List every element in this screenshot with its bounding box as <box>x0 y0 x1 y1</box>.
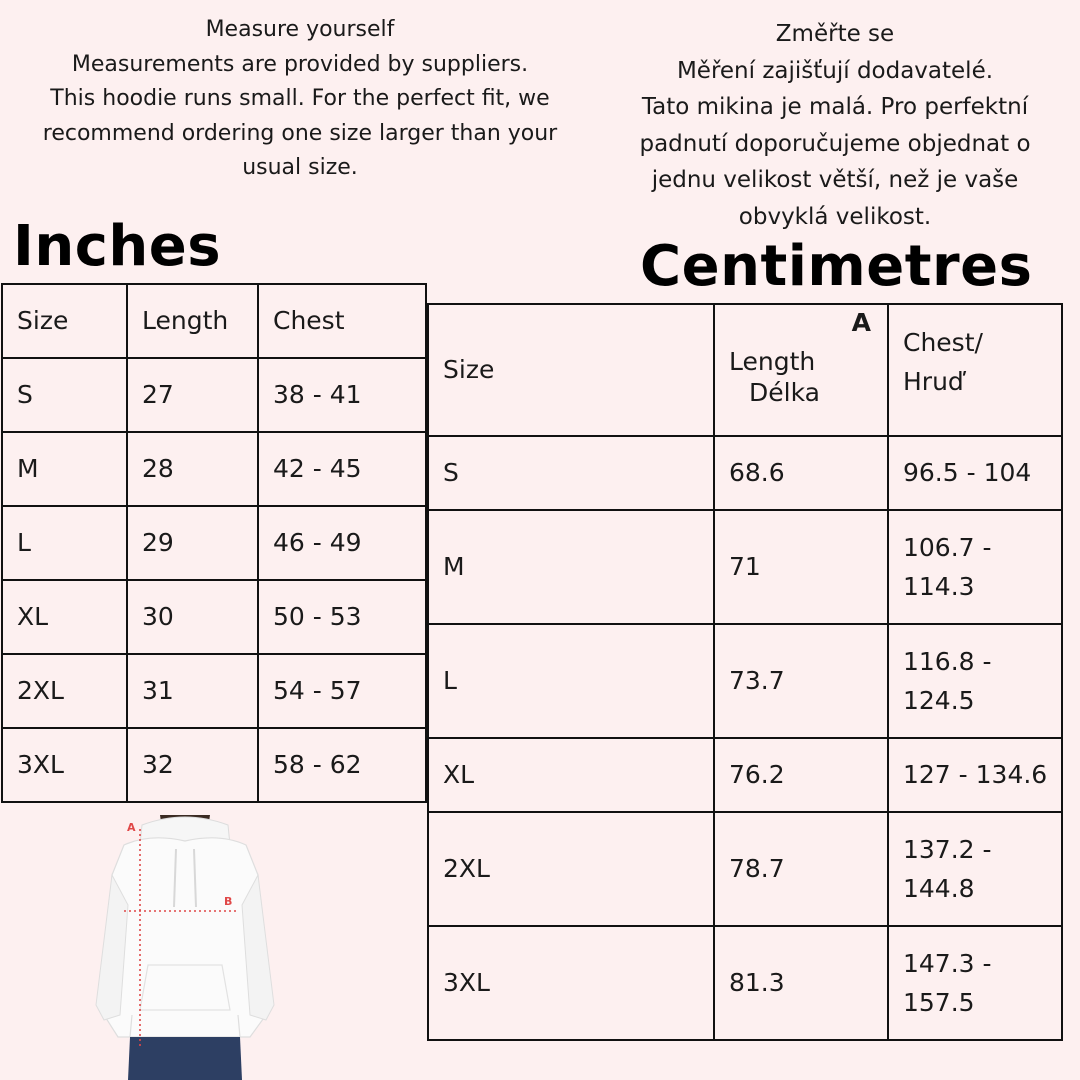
size-cell: M <box>2 432 127 506</box>
table-row <box>428 926 1062 1040</box>
chest-header-cell <box>888 304 1062 436</box>
length-cell: 78.7 <box>714 812 888 926</box>
table-row <box>2 358 426 432</box>
table-row <box>2 432 426 506</box>
chest-cell: 46 - 49 <box>258 506 426 580</box>
length-cell: 31 <box>127 654 258 728</box>
size-cell: S <box>2 358 127 432</box>
hoodie-body <box>104 838 266 1037</box>
chest-line: 124.5 <box>903 686 975 715</box>
header-cell: Chest <box>258 284 426 358</box>
length-marker-a: A <box>851 308 871 337</box>
intro-cz-line: jednu velikost větší, než je vaše <box>651 167 1019 193</box>
size-cell: S <box>428 436 714 510</box>
table-header-row <box>2 284 426 358</box>
table-row <box>428 738 1062 812</box>
table-header-row <box>428 304 1062 436</box>
length-cell: 81.3 <box>714 926 888 1040</box>
table-row <box>2 506 426 580</box>
intro-cz-line: padnutí doporučujeme objednat o <box>639 130 1031 157</box>
hoodie-measurement-diagram <box>90 815 280 1080</box>
length-cell: 29 <box>127 506 258 580</box>
chest-cell: 58 - 62 <box>258 728 426 802</box>
size-cell: 3XL <box>428 926 714 1040</box>
table-row <box>2 728 426 802</box>
chest-line: 144.8 <box>903 874 975 903</box>
centimetres-heading: Centimetres <box>640 234 1033 299</box>
intro-cz-line: Měření zajišťují dodavatelé. <box>676 57 994 84</box>
size-cell: L <box>428 624 714 738</box>
inches-heading: Inches <box>13 214 222 279</box>
length-cell: 71 <box>714 510 888 624</box>
chest-cell: 38 - 41 <box>258 358 426 432</box>
jeans <box>128 1037 242 1080</box>
length-label: Length <box>729 347 816 376</box>
chest-cell: 54 - 57 <box>258 654 426 728</box>
length-cell: 30 <box>127 580 258 654</box>
intro-czech <box>600 16 1070 235</box>
chest-line: 137.2 - <box>903 835 992 864</box>
intro-en-line: recommend ordering one size larger than your <box>42 120 558 146</box>
inches-size-table <box>1 283 427 803</box>
chest-line: 157.5 <box>903 988 975 1017</box>
size-cell: XL <box>428 738 714 812</box>
intro-cz-line: obvyklá velikost. <box>738 203 932 230</box>
length-cell: 73.7 <box>714 624 888 738</box>
length-cell: 76.2 <box>714 738 888 812</box>
intro-cz-line: Změřte se <box>775 21 895 47</box>
chest-line: 106.7 - <box>903 533 992 562</box>
diagram-label-a: A <box>127 821 136 834</box>
size-cell: XL <box>2 580 127 654</box>
intro-cz-line: Tato mikina je malá. Pro perfektní <box>641 94 1029 120</box>
header-cell: Length <box>127 284 258 358</box>
size-cell: 3XL <box>2 728 127 802</box>
intro-english <box>0 13 600 186</box>
table-row <box>428 812 1062 926</box>
length-cell: 32 <box>127 728 258 802</box>
chest-cell <box>888 510 1062 624</box>
size-cell: 2XL <box>428 812 714 926</box>
table-row <box>2 580 426 654</box>
table-row <box>428 436 1062 510</box>
table-row <box>2 654 426 728</box>
size-cell: 2XL <box>2 654 127 728</box>
chest-cell <box>888 812 1062 926</box>
chest-line: 147.3 - <box>903 949 992 978</box>
chest-line: 114.3 <box>903 572 975 601</box>
diagram-label-b: B <box>224 895 233 908</box>
header-cell: Size <box>2 284 127 358</box>
chest-cell: 96.5 - 104 <box>888 436 1062 510</box>
centimetres-size-table <box>427 303 1063 1041</box>
chest-cell <box>888 624 1062 738</box>
intro-en-line: This hoodie runs small. For the perfect fit, we <box>50 86 550 111</box>
length-header-cell <box>714 304 888 436</box>
table-row <box>428 624 1062 738</box>
chest-label-czech: Hruď <box>903 367 964 396</box>
size-cell: M <box>428 510 714 624</box>
header-cell: Size <box>428 304 714 436</box>
intro-en-line: Measurements are provided by suppliers. <box>71 51 529 77</box>
intro-en-line: Measure yourself <box>205 17 395 42</box>
size-cell: L <box>2 506 127 580</box>
chest-cell: 42 - 45 <box>258 432 426 506</box>
length-label-czech: Délka <box>749 378 820 407</box>
chest-line: 116.8 - <box>903 647 992 676</box>
chest-cell: 127 - 134.6 <box>888 738 1062 812</box>
chest-cell <box>888 926 1062 1040</box>
chest-cell: 50 - 53 <box>258 580 426 654</box>
length-cell: 68.6 <box>714 436 888 510</box>
chest-label: Chest/ <box>903 328 983 357</box>
length-cell: 27 <box>127 358 258 432</box>
intro-en-line: usual size. <box>242 155 358 180</box>
table-row <box>428 510 1062 624</box>
length-cell: 28 <box>127 432 258 506</box>
